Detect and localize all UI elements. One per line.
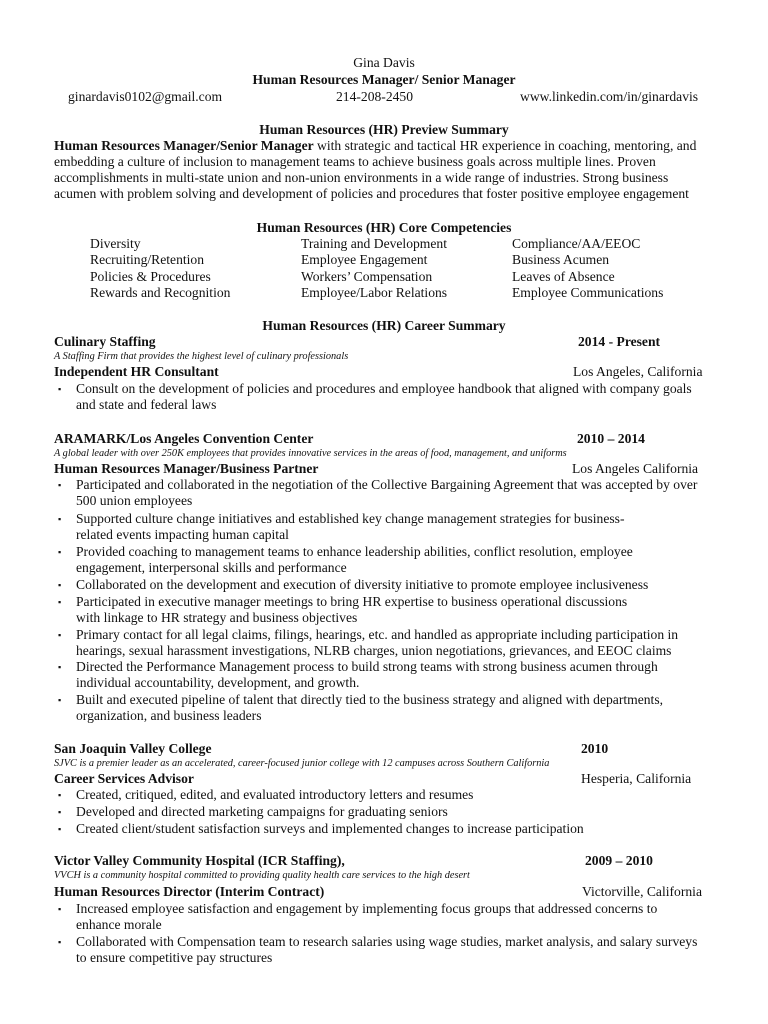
bullet-text	[76, 659, 716, 692]
summary-line-3: accomplishments in multi-state union and non-union environments in a wide range of industries. Strong business	[54, 170, 669, 185]
job-location: Los Angeles, California	[573, 364, 703, 379]
bullet-line: Directed the Performance Management process to build strong teams with strong business acumen through	[76, 659, 658, 674]
bullet-marker: ▪	[58, 480, 62, 490]
bullet-text	[76, 934, 716, 967]
summary-line-4: acumen with problem solving and development of policies and procedures that foster positive employee engagement	[54, 186, 689, 201]
competencies-column-3	[512, 236, 663, 301]
bullet-marker: ▪	[58, 580, 62, 590]
summary-heading: Human Resources (HR) Preview Summary	[259, 122, 509, 137]
bullet-line: engagement, interpersonal skills and performance	[76, 560, 347, 576]
competency-item: Leaves of Absence	[512, 268, 615, 284]
bullet-line: Supported culture change initiatives and established key change management strategies for business-	[76, 511, 625, 526]
competency-item: Employee/Labor Relations	[301, 284, 448, 300]
job-location: Hesperia, California	[581, 771, 692, 786]
bullet-text	[76, 627, 716, 660]
bullet-line: hearings, sexual harassment investigations, NLRB charges, union negotiations, grievances, and EEOC claims	[76, 643, 672, 659]
bullet-text	[76, 577, 716, 593]
job-description: A global leader with over 250K employees that provides innovative services in the areas of food, management, and uniforms	[54, 448, 567, 459]
bullet-text	[76, 511, 716, 544]
bullet-line: Participated and collaborated in the negotiation of the Collective Bargaining Agreement that was accepted by over	[76, 477, 698, 492]
job-company: Culinary Staffing	[54, 334, 156, 349]
bullet-line: 500 union employees	[76, 493, 193, 509]
email: ginardavis0102@gmail.com	[68, 89, 223, 104]
job-company: San Joaquin Valley College	[54, 741, 212, 756]
bullet-line: and state and federal laws	[76, 397, 217, 413]
competency-item: Employee Engagement	[301, 252, 428, 268]
competencies-heading: Human Resources (HR) Core Competencies	[256, 220, 512, 235]
candidate-name: Gina Davis	[353, 55, 415, 70]
bullet-line: Consult on the development of policies and procedures and employee handbook that aligned with company goals	[76, 381, 692, 396]
bullet-marker: ▪	[58, 514, 62, 524]
bullet-marker: ▪	[58, 695, 62, 705]
job-company: ARAMARK/Los Angeles Convention Center	[54, 431, 314, 446]
competency-item: Policies & Procedures	[90, 268, 211, 284]
job-company: Victor Valley Community Hospital (ICR Staffing),	[54, 853, 345, 868]
bullet-marker: ▪	[58, 662, 62, 672]
bullet-marker: ▪	[58, 384, 62, 394]
bullet-line: Collaborated on the development and execution of diversity initiative to promote employee inclusiveness	[76, 577, 649, 592]
bullet-text	[76, 804, 716, 820]
bullet-line: Created client/student satisfaction surveys and implemented changes to increase participation	[76, 821, 584, 836]
bullet-text	[76, 594, 716, 627]
bullet-line: with linkage to HR strategy and business objectives	[76, 610, 358, 626]
competency-item: Diversity	[90, 236, 141, 251]
bullet-line: Built and executed pipeline of talent that directly tied to the business strategy and aligned with departments,	[76, 692, 664, 707]
job-role: Independent HR Consultant	[54, 364, 219, 379]
bullet-marker: ▪	[58, 824, 62, 834]
bullet-marker: ▪	[58, 790, 62, 800]
bullet-line: Primary contact for all legal claims, filings, hearings, etc. and handled as appropriate including participation in	[76, 627, 679, 642]
bullet-line: Participated in executive manager meetings to bring HR expertise to business operational discussions	[76, 594, 628, 609]
bullet-line: Developed and directed marketing campaigns for graduating seniors	[76, 804, 448, 819]
bullet-line: organization, and business leaders	[76, 708, 262, 724]
bullet-marker: ▪	[58, 904, 62, 914]
competency-item: Business Acumen	[512, 252, 610, 268]
bullet-line: enhance morale	[76, 917, 162, 933]
bullet-text	[76, 787, 716, 803]
bullet-line: Increased employee satisfaction and engagement by implementing focus groups that addressed concerns to	[76, 901, 658, 916]
job-dates: 2009 – 2010	[585, 853, 653, 868]
bullet-marker: ▪	[58, 547, 62, 557]
competency-item: Training and Development	[301, 236, 447, 251]
bullet-line: related events impacting human capital	[76, 527, 289, 543]
job-dates: 2014 - Present	[578, 334, 661, 349]
bullet-line: individual accountability, development, and growth.	[76, 675, 360, 691]
job-description: VVCH is a community hospital committed to providing quality health care services to the high desert	[54, 870, 470, 881]
job-location: Victorville, California	[582, 884, 702, 899]
summary-line-2: embedding a culture of inclusion to management teams to achieve business goals across multiple lines. Proven	[54, 154, 656, 169]
job-description: A Staffing Firm that provides the highest level of culinary professionals	[54, 351, 349, 362]
bullet-line: Provided coaching to management teams to enhance leadership abilities, conflict resolution, employee	[76, 544, 633, 559]
job-dates: 2010	[581, 741, 609, 756]
bullet-marker: ▪	[58, 937, 62, 947]
career-heading: Human Resources (HR) Career Summary	[262, 318, 506, 333]
bullet-text	[76, 901, 716, 934]
job-role: Human Resources Manager/Business Partner	[54, 461, 319, 476]
competencies-column-1	[90, 236, 230, 301]
bullet-line: Created, critiqued, edited, and evaluated introductory letters and resumes	[76, 787, 474, 802]
bullet-line: Collaborated with Compensation team to research salaries using wage studies, market analysis, and salary surveys	[76, 934, 698, 949]
bullet-marker: ▪	[58, 597, 62, 607]
job-description: SJVC is a premier leader as an accelerated, career-focused junior college with 12 campuses across Southern California	[54, 758, 550, 769]
competencies-column-2	[301, 236, 447, 301]
phone: 214-208-2450	[336, 89, 414, 104]
job-location: Los Angeles California	[572, 461, 699, 476]
summary-line-1	[54, 138, 696, 154]
competency-item: Employee Communications	[512, 284, 664, 300]
competency-item: Recruiting/Retention	[90, 252, 205, 268]
bullet-marker: ▪	[58, 807, 62, 817]
job-dates: 2010 – 2014	[577, 431, 645, 446]
competency-item: Rewards and Recognition	[90, 284, 231, 300]
competency-item: Workers’ Compensation	[301, 268, 433, 284]
competency-item: Compliance/AA/EEOC	[512, 236, 641, 251]
bullet-marker: ▪	[58, 630, 62, 640]
job-role: Career Services Advisor	[54, 771, 194, 786]
bullet-text	[76, 544, 716, 577]
job-role: Human Resources Director (Interim Contract)	[54, 884, 325, 899]
bullet-line: to ensure competitive pay structures	[76, 950, 273, 966]
summary-lead: Human Resources Manager/Senior Manager	[54, 138, 314, 153]
bullet-text	[76, 381, 716, 414]
summary-line-1-text: with strategic and tactical HR experience in coaching, mentoring, and	[313, 138, 697, 153]
bullet-text	[76, 692, 716, 725]
bullet-text	[76, 821, 716, 837]
bullet-text	[76, 477, 716, 510]
linkedin-url: www.linkedin.com/in/ginardavis	[520, 89, 699, 104]
candidate-title: Human Resources Manager/ Senior Manager	[252, 72, 516, 87]
